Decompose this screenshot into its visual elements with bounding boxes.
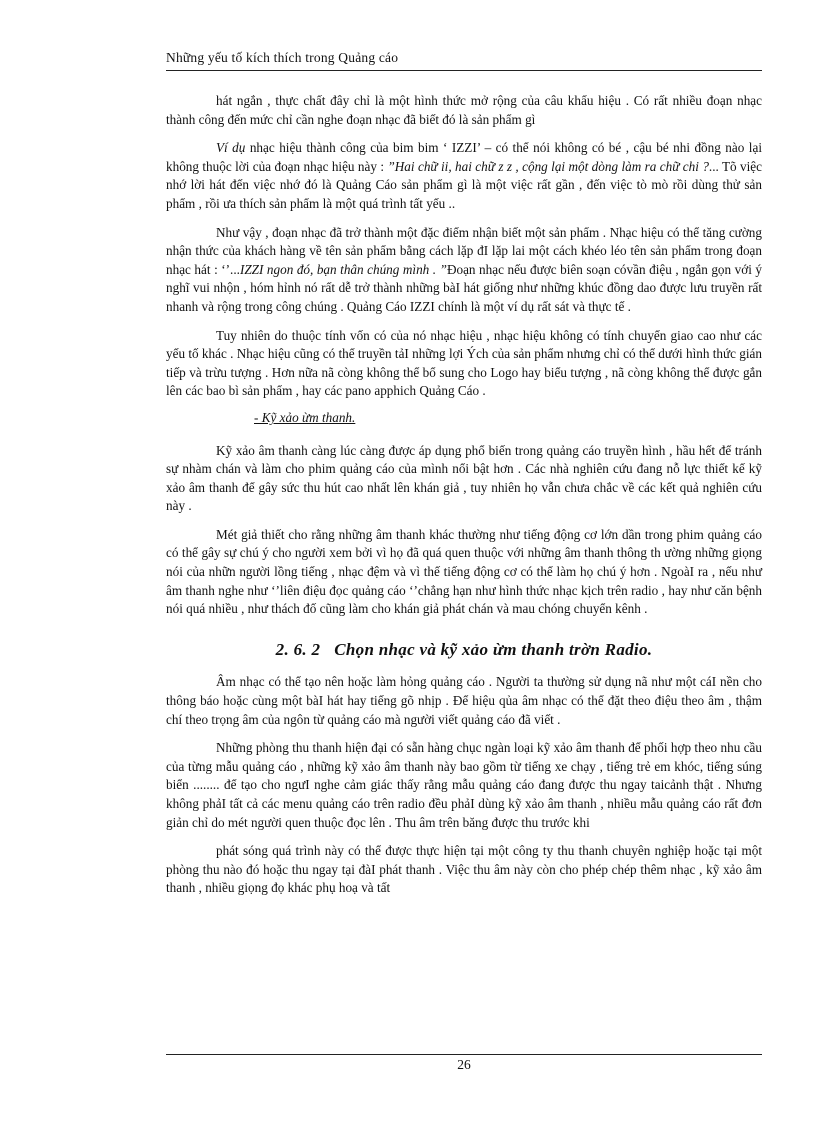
running-header: Những yếu tố kích thích trong Quảng cáo xyxy=(166,50,399,65)
section-title: Chọn nhạc và kỹ xảo ừm thanh trờn Radio. xyxy=(334,639,653,659)
header-divider xyxy=(166,70,762,71)
footer-divider xyxy=(166,1054,762,1055)
section-number: 2. 6. 2 xyxy=(275,639,321,659)
paragraph: Kỹ xảo âm thanh càng lúc càng được áp dụng phổ biến trong quảng cáo truyền hình , hầu hết để tránh sự nhàm chán và làm cho phim quảng cáo của mình nổi bật hơn . Các nhà nghiên cứu đang nỗ lực thiết kế kỹ xảo âm thanh để gây sức thu hút cao nhất lên khán giả , tuy nhiên họ vẫn chưa chắc về các kết quả nghiên cứu này . xyxy=(166,442,762,514)
paragraph: Những phòng thu thanh hiện đại có sẵn hàng chục ngàn loại kỹ xảo âm thanh để phối hợp theo nhu cầu của từng mẫu quảng cáo , những kỹ xảo âm thanh này bao gồm từ tiếng xe chạy , tiếng trẻ em khóc, tiếng súng biển ........ để tạo cho ngưI nghe cảm giác thấy rằng mẫu quảng cáo đang được thu ngay taicảnh thật . Nhưng không phảI tất cả các menu quảng cáo trên radio đều phảI dùng kỹ xảo âm thanh , nhiều mẫu quảng cáo rất đơn giản chỉ do mét người quen thuộc đọc lên . Thu âm trên băng được thu trước khi xyxy=(166,740,762,830)
text-run: ... Tõ việc nhớ lời hát đến việc nhớ đó là Quảng Cáo sản phẩm gì là một việc rất gần , đến việc tò mò rồi dùng thử sản phẩm , rồi ưa thích sản phẩm là một quá trình tất yếu .. xyxy=(166,158,762,211)
section-heading xyxy=(166,641,762,660)
text-run: Đoạn nhạc nếu được biên soạn cóvần điệu , ngắn gọn với ý nghĩ vui nhộn , hóm hỉnh nó rất dễ trở thành những bàI hát giống như những khúc đồng dao được lưu truyền rất nhanh và rộng trong công chúng . Quảng Cáo IZZI chính là một ví dụ rất sát và thực tế . xyxy=(166,261,762,314)
quoted-lyric: ”Hai chữ ii, hai chữ z z , cộng lại một dòng làm ra chữ chi ? xyxy=(387,158,709,174)
text-run: nhạc hiệu thành công của bim bim ‘ IZZI’ – có thể nói không có bé , cậu bé nhi đồng nào lại không thuộc lời của đoạn nhạc hiệu này : xyxy=(166,140,762,174)
paragraph: Mét giả thiết cho rằng những âm thanh khác thường như tiếng động cơ lớn dần trong phim quảng cáo có thể gây sự chú ý cho người xem bởi vì họ đã quá quen thuộc với những âm thanh thông th ường những giọng nói của nhữn người lồng tiếng , nhạc đệm và vì thế tiếng động cơ có thể làm họ chú ý hơn . NgoàI ra , nếu như âm thanh nghe như ‘’liên điệu đọc quảng cáo ‘’chẳng hạn như hình thức nhạc kịch trên radio , hay như căn bệnh nói quá nhiều , như thách đố cũng làm cho khán giả phát chán và mau chóng chuyển kênh . xyxy=(166,526,762,617)
paragraph: phát sóng quá trình này có thể được thực hiện tại một công ty thu thanh chuyên nghiệp hoặc tại một phòng thu nào đó hoặc thu ngay tại đàI phát thanh . Việc thu âm này còn cho phép chép thêm nhạc , kỹ xảo âm thanh , nhiều giọng đọ khác phụ hoạ và tất xyxy=(166,843,762,896)
paragraph: hát ngắn , thực chất đây chỉ là một hình thức mở rộng của câu khẩu hiệu . Có rất nhiều đoạn nhạc thành công đến mức chỉ cần nghe đoạn nhạc đã biết đó là sản phẩm gì xyxy=(166,93,762,127)
paragraph xyxy=(166,139,762,213)
page-body xyxy=(166,92,762,908)
text-run: Như vậy , đoạn nhạc đã trở thành một đặc điểm nhận biết một sản phẩm . Nhạc hiệu có thể tăng cường nhận thức của khách hàng về tên sản phẩm bằng cách lặp đI lặp lai một cách khéo léo tên sản phẩm trong đoạn nhạc hát : ‘’... xyxy=(166,224,762,277)
paragraph: Âm nhạc có thể tạo nên hoặc làm hỏng quảng cáo . Người ta thường sử dụng nã như một cáI nền cho thông báo hoặc cùng một bàI hát hay tiếng gõ nhịp . Để hiệu qủa âm nhạc có thể đặt theo điệu theo âm , thậm chí theo trọng âm của ngôn từ quảng cáo mà người viết quảng cáo đã viết . xyxy=(166,674,762,727)
page-number: 26 xyxy=(457,1057,471,1072)
paragraph: Tuy nhiên do thuộc tính vốn có của nó nhạc hiệu , nhạc hiệu không có tính chuyển giao cao như các yếu tố khác . Nhạc hiệu cũng có thể truyền tảI những lợi Ých của sản phẩm nhưng chỉ có thể dưới hình thức gián tiếp và trừu tượng . Hơn nữa nã còng không thể bổ sung cho Logo hay biểu tượng , nã còng không thể được gắn lên các bao bì sản phẩm , hay các pano apphich Quảng Cáo . xyxy=(166,327,762,399)
sub-heading: - Kỹ xảo ừm thanh. xyxy=(254,409,356,425)
quoted-lyric: IZZI ngon đó, bạn thân chúng mình . ” xyxy=(239,261,447,277)
paragraph xyxy=(166,224,762,317)
example-label: Ví dụ xyxy=(216,140,246,156)
